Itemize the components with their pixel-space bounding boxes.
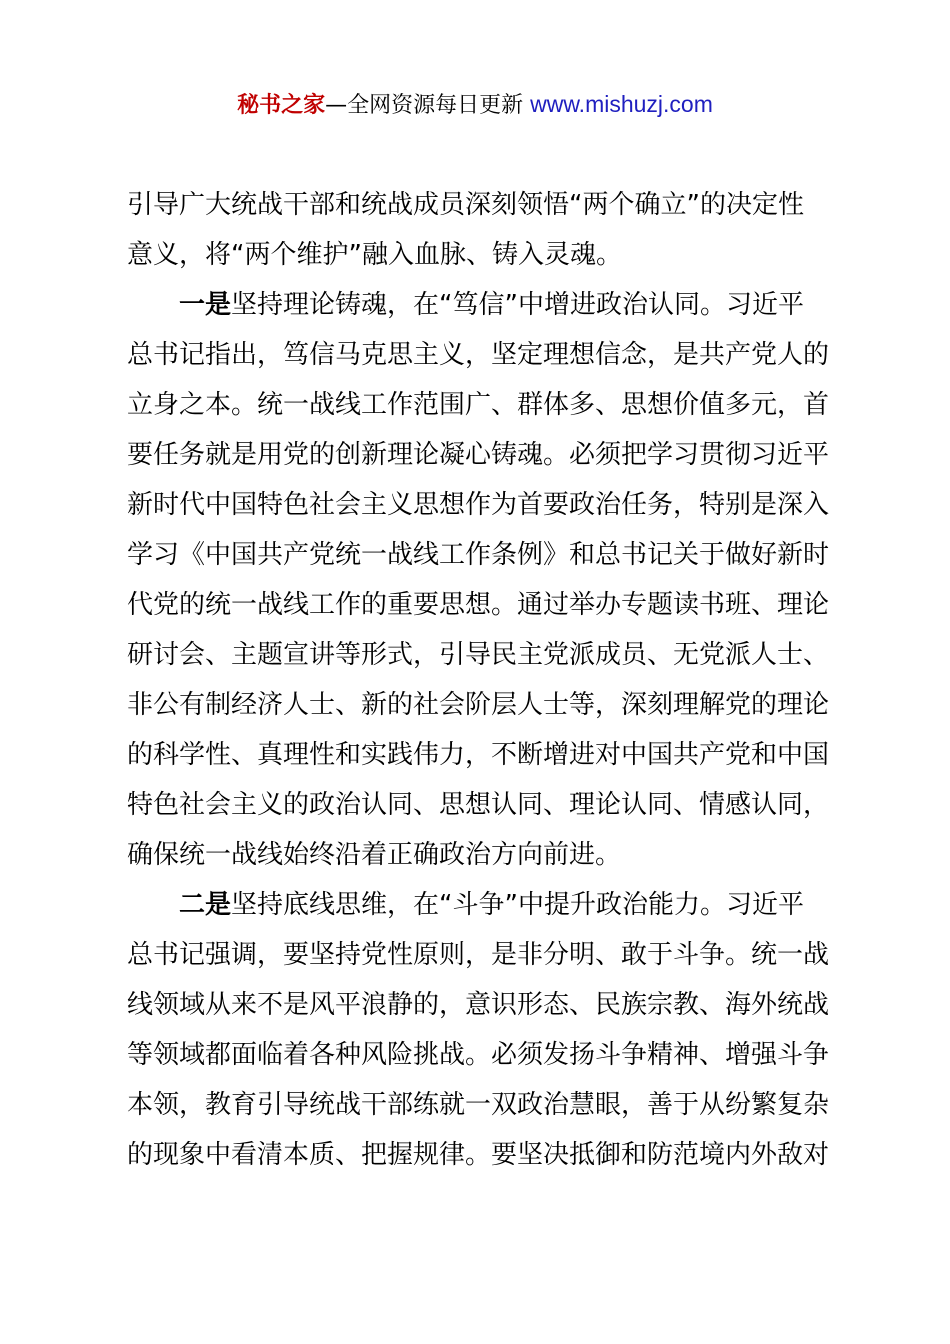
body-line: 要任务就是用党的创新理论凝心铸魂。必须把学习贯彻习近平 — [127, 440, 830, 470]
body-line: 确保统一战线始终沿着正确政治方向前进。 — [127, 840, 622, 870]
body-line: 线领域从来不是风平浪静的，意识形态、民族宗教、海外统战 — [127, 990, 830, 1020]
body-line: 坚持底线思维，在“斗争”中提升政治能力。习近平 — [231, 890, 804, 920]
body-line: 坚持理论铸魂，在“笃信”中增进政治认同。习近平 — [231, 290, 804, 320]
body-line: 非公有制经济人士、新的社会阶层人士等，深刻理解党的理论 — [127, 690, 830, 720]
body-line: 总书记强调，要坚持党性原则，是非分明、敢于斗争。统一战 — [127, 940, 830, 970]
brand-name: 秘书之家 — [237, 93, 326, 118]
body-line: 引导广大统战干部和统战成员深刻领悟“两个确立”的决定性 — [127, 190, 804, 220]
paragraph-one-start — [127, 280, 830, 330]
page-header — [0, 88, 950, 122]
body-line: 的现象中看清本质、把握规律。要坚决抵御和防范境内外敌对 — [127, 1140, 830, 1170]
body-line: 立身之本。统一战线工作范围广、群体多、思想价值多元，首 — [127, 390, 830, 420]
body-line: 本领，教育引导统战干部练就一双政治慧眼，善于从纷繁复杂 — [127, 1090, 830, 1120]
site-url-link[interactable]: www.mishuzj.com — [530, 91, 713, 117]
document-body — [127, 180, 830, 1180]
paragraph-lead-label: 二是 — [179, 890, 232, 920]
body-line: 的科学性、真理性和实践伟力，不断增进对中国共产党和中国 — [127, 740, 830, 770]
body-line: 特色社会主义的政治认同、思想认同、理论认同、情感认同， — [127, 790, 830, 820]
body-line: 代党的统一战线工作的重要思想。通过举办专题读书班、理论 — [127, 590, 830, 620]
body-line: 意义，将“两个维护”融入血脉、铸入灵魂。 — [127, 240, 622, 270]
body-line: 总书记指出，笃信马克思主义，坚定理想信念，是共产党人的 — [127, 340, 830, 370]
body-line: 研讨会、主题宣讲等形式，引导民主党派成员、无党派人士、 — [127, 640, 830, 670]
header-tagline: —全网资源每日更新 — [325, 93, 531, 118]
paragraph-two-start — [127, 880, 830, 930]
body-line: 等领域都面临着各种风险挑战。必须发扬斗争精神、增强斗争 — [127, 1040, 830, 1070]
body-line: 学习《中国共产党统一战线工作条例》和总书记关于做好新时 — [127, 540, 830, 570]
paragraph-lead-label: 一是 — [179, 290, 232, 320]
body-line: 新时代中国特色社会主义思想作为首要政治任务，特别是深入 — [127, 490, 830, 520]
